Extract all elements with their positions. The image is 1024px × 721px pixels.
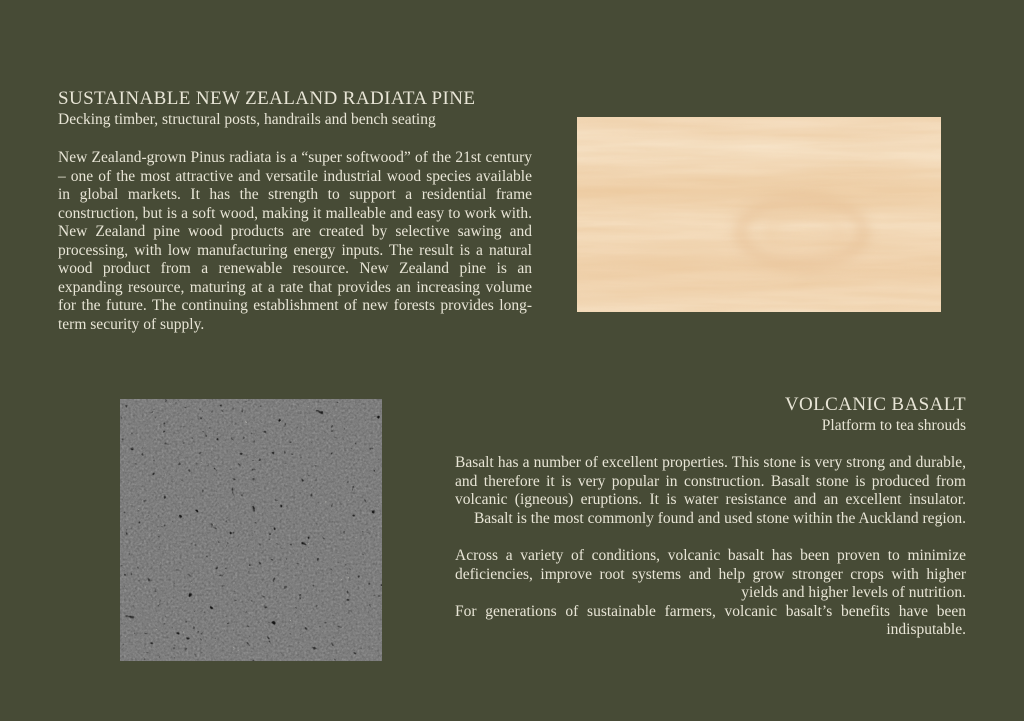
pine-title: SUSTAINABLE NEW ZEALAND RADIATA PINE — [58, 88, 476, 109]
basalt-stone-image — [120, 399, 382, 661]
basalt-paragraph-1: Basalt has a number of excellent properties. This stone is very strong and durable, and therefore it is very popular in construction. Basalt stone is produced from volcanic (igneous) eruptions. It is water resistance and an excellent insulator. Basalt is the most commonly found and used stone within the Auckland region. — [455, 454, 966, 527]
basalt-subtitle: Platform to tea shrouds — [821, 417, 966, 434]
basalt-section — [455, 394, 966, 640]
pine-subtitle: Decking timber, structural posts, handrails and bench seating — [58, 111, 436, 128]
pine-body-paragraph: New Zealand-grown Pinus radiata is a “super softwood” of the 21st century – one of the most attractive and versatile industrial wood species available in global markets. It has the strength to support a residential frame construction, but is a soft wood, making it malleable and easy to work with. New Zealand pine wood products are created by selective sawing and processing, with low manufacturing energy inputs. The result is a natural wood product from a renewable resource. New Zealand pine is an expanding resource, maturing at a rate that provides an increasing volume for the future. The continuing establishment of new forests provides long-term security of supply. — [58, 149, 532, 333]
basalt-paragraph-2: Across a variety of conditions, volcanic basalt has been proven to minimize deficiencies, improve root systems and help grow stronger crops with higher yields and higher levels of nutrition. — [455, 547, 966, 601]
pine-wood-image — [577, 117, 941, 312]
basalt-paragraph-3: For generations of sustainable farmers, volcanic basalt’s benefits have been indisputable. — [455, 602, 966, 638]
pine-section — [58, 88, 532, 334]
basalt-title: VOLCANIC BASALT — [784, 394, 966, 415]
